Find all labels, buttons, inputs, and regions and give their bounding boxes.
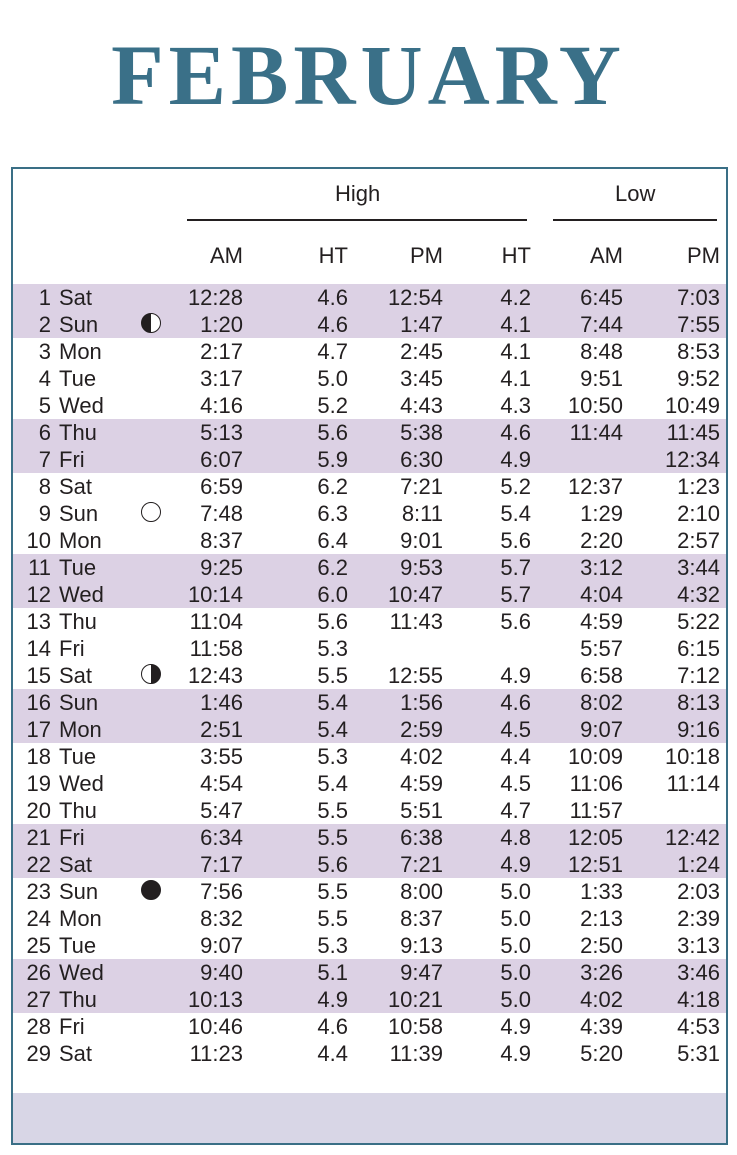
day-cell: 28 [26, 1014, 51, 1039]
weekday-cell: Wed [59, 393, 104, 418]
weekday-cell: Tue [59, 744, 97, 769]
low-am-time-cell: 9:07 [580, 717, 623, 742]
high-pm-height-cell: 5.0 [500, 906, 531, 931]
high-am-time-cell: 10:46 [187, 1014, 243, 1039]
table-row [13, 635, 726, 662]
high-pm-time-cell: 7:21 [400, 474, 443, 499]
table-row [13, 581, 726, 608]
high-pm-time-cell: 4:43 [400, 393, 443, 418]
weekday-cell: Mon [59, 339, 102, 364]
high-am-time-cell: 8:37 [200, 528, 243, 553]
day-cell: 14 [26, 636, 51, 661]
day-cell: 17 [26, 717, 51, 742]
table-row [13, 527, 726, 554]
day-cell: 19 [26, 771, 51, 796]
high-am-time-cell: 1:20 [200, 312, 243, 337]
day-cell: 1 [38, 285, 51, 310]
day-cell: 3 [38, 339, 51, 364]
low-am-time-cell: 4:04 [580, 582, 623, 607]
high-pm-height-cell: 4.6 [500, 420, 531, 445]
high-pm-time-cell: 6:38 [400, 825, 443, 850]
high-am-height-cell: 6.3 [317, 501, 348, 526]
weekday-cell: Sun [59, 312, 99, 337]
high-pm-height-cell: 4.5 [500, 771, 531, 796]
table-row [13, 365, 726, 392]
high-am-height-cell: 5.4 [317, 717, 348, 742]
day-cell: 25 [26, 933, 51, 958]
table-row [13, 311, 726, 338]
high-pm-height-cell: 5.7 [500, 582, 531, 607]
high-pm-height-cell: 4.3 [500, 393, 531, 418]
low-pm-time-cell: 9:16 [677, 717, 720, 742]
high-am-height-cell: 5.6 [317, 420, 348, 445]
weekday-cell: Fri [59, 447, 85, 472]
first-quarter-moon-icon [141, 664, 161, 684]
high-am-height-cell: 5.5 [317, 906, 348, 931]
high-pm-time-cell: 11:43 [389, 609, 443, 634]
high-am-time-cell: 5:47 [200, 798, 243, 823]
table-row [13, 797, 726, 824]
table-row [13, 824, 726, 851]
col-header-high-am: AM [210, 243, 243, 268]
table-row [13, 932, 726, 959]
table-row [13, 662, 726, 689]
high-am-height-cell: 4.6 [317, 1014, 348, 1039]
weekday-cell: Thu [59, 609, 97, 634]
low-am-time-cell: 4:39 [580, 1014, 623, 1039]
high-pm-time-cell: 9:01 [400, 528, 443, 553]
high-pm-height-cell: 4.9 [500, 852, 531, 877]
high-am-height-cell: 5.2 [317, 393, 348, 418]
low-am-time-cell: 3:26 [580, 960, 623, 985]
high-am-time-cell: 2:17 [200, 339, 243, 364]
low-pm-time-cell: 1:23 [677, 474, 720, 499]
low-am-time-cell: 10:09 [567, 744, 623, 769]
table-row [13, 986, 726, 1013]
weekday-cell: Thu [59, 987, 97, 1012]
low-pm-time-cell: 1:24 [677, 852, 720, 877]
high-pm-time-cell: 11:39 [389, 1041, 443, 1066]
low-pm-time-cell: 9:52 [677, 366, 720, 391]
table-row [13, 500, 726, 527]
low-am-time-cell: 7:44 [580, 312, 623, 337]
low-am-time-cell: 4:02 [580, 987, 623, 1012]
low-pm-time-cell: 3:44 [677, 555, 720, 580]
weekday-cell: Mon [59, 906, 102, 931]
high-am-time-cell: 11:58 [189, 636, 243, 661]
day-cell: 13 [26, 609, 51, 634]
low-pm-time-cell: 5:31 [677, 1041, 720, 1066]
high-am-height-cell: 5.5 [317, 825, 348, 850]
table-row [13, 770, 726, 797]
high-am-time-cell: 6:59 [200, 474, 243, 499]
table-row [13, 689, 726, 716]
high-am-height-cell: 5.0 [317, 366, 348, 391]
day-cell: 15 [26, 663, 51, 688]
table-row [13, 419, 726, 446]
moon-phase-cell [140, 662, 164, 689]
low-pm-time-cell: 12:34 [664, 447, 720, 472]
high-group-rule [187, 219, 527, 221]
low-am-time-cell: 10:50 [567, 393, 623, 418]
high-am-height-cell: 5.3 [317, 933, 348, 958]
moon-phase-cell [140, 311, 164, 338]
table-row [13, 1040, 726, 1067]
high-pm-height-cell: 4.8 [500, 825, 531, 850]
high-am-time-cell: 11:04 [189, 609, 243, 634]
col-header-high-pm-ht: HT [501, 243, 531, 268]
high-pm-time-cell: 8:00 [400, 879, 443, 904]
high-am-time-cell: 4:54 [200, 771, 243, 796]
low-am-time-cell: 11:06 [569, 771, 623, 796]
page-title: FEBRUARY [111, 27, 626, 123]
weekday-cell: Tue [59, 933, 97, 958]
day-cell: 20 [26, 798, 51, 823]
weekday-cell: Mon [59, 717, 102, 742]
high-am-time-cell: 3:55 [200, 744, 243, 769]
new-moon-icon [141, 880, 161, 900]
high-am-time-cell: 3:17 [200, 366, 243, 391]
weekday-cell: Fri [59, 636, 85, 661]
table-row [13, 716, 726, 743]
low-am-time-cell: 2:13 [580, 906, 623, 931]
low-am-time-cell: 11:44 [569, 420, 623, 445]
table-row [13, 959, 726, 986]
low-am-time-cell: 9:51 [580, 366, 623, 391]
low-pm-time-cell: 2:10 [677, 501, 720, 526]
high-pm-time-cell: 9:53 [400, 555, 443, 580]
low-pm-time-cell: 2:57 [677, 528, 720, 553]
table-row [13, 851, 726, 878]
high-pm-height-cell: 5.7 [500, 555, 531, 580]
weekday-cell: Tue [59, 366, 97, 391]
high-am-time-cell: 10:13 [187, 987, 243, 1012]
high-pm-height-cell: 4.9 [500, 663, 531, 688]
high-am-height-cell: 5.4 [317, 771, 348, 796]
table-row [13, 878, 726, 905]
weekday-cell: Tue [59, 555, 97, 580]
high-am-time-cell: 12:43 [187, 663, 243, 688]
weekday-cell: Thu [59, 798, 97, 823]
low-am-time-cell: 5:57 [580, 636, 623, 661]
high-pm-time-cell: 8:11 [401, 501, 443, 526]
last-quarter-moon-icon [141, 313, 161, 333]
table-row [13, 554, 726, 581]
low-am-time-cell: 12:51 [567, 852, 623, 877]
high-am-time-cell: 7:17 [200, 852, 243, 877]
high-pm-time-cell: 5:51 [400, 798, 443, 823]
low-group-label: Low [615, 181, 656, 206]
low-am-time-cell: 2:50 [580, 933, 623, 958]
low-pm-time-cell: 4:32 [677, 582, 720, 607]
high-am-height-cell: 6.0 [317, 582, 348, 607]
moon-phase-cell [140, 878, 164, 905]
high-am-height-cell: 6.2 [317, 474, 348, 499]
low-pm-time-cell: 7:03 [677, 285, 720, 310]
low-pm-time-cell: 8:13 [677, 690, 720, 715]
col-header-low-pm: PM [687, 243, 720, 268]
weekday-cell: Sat [59, 474, 93, 499]
high-am-height-cell: 5.3 [317, 636, 348, 661]
low-am-time-cell: 6:45 [580, 285, 623, 310]
low-pm-time-cell: 10:49 [664, 393, 720, 418]
high-am-height-cell: 5.5 [317, 879, 348, 904]
high-am-time-cell: 7:48 [200, 501, 243, 526]
high-am-time-cell: 10:14 [187, 582, 243, 607]
high-pm-height-cell: 4.1 [500, 339, 531, 364]
weekday-cell: Sun [59, 690, 99, 715]
high-am-time-cell: 5:13 [200, 420, 243, 445]
low-pm-time-cell: 7:12 [677, 663, 720, 688]
low-am-time-cell: 12:05 [567, 825, 623, 850]
low-pm-time-cell: 11:45 [666, 420, 720, 445]
high-pm-time-cell: 4:02 [400, 744, 443, 769]
high-pm-time-cell: 12:54 [387, 285, 443, 310]
high-am-time-cell: 2:51 [200, 717, 243, 742]
high-pm-time-cell: 10:58 [387, 1014, 443, 1039]
day-cell: 26 [26, 960, 51, 985]
high-pm-height-cell: 4.9 [500, 1014, 531, 1039]
high-group-label: High [335, 181, 381, 206]
high-pm-height-cell: 4.4 [500, 744, 531, 769]
table-row [13, 284, 726, 311]
high-am-height-cell: 4.9 [317, 987, 348, 1012]
high-pm-time-cell: 8:37 [400, 906, 443, 931]
weekday-cell: Sat [59, 1041, 93, 1066]
high-pm-time-cell: 3:45 [400, 366, 443, 391]
weekday-cell: Thu [59, 420, 97, 445]
high-pm-height-cell: 5.0 [500, 933, 531, 958]
high-pm-time-cell: 9:13 [400, 933, 443, 958]
high-pm-height-cell: 4.9 [500, 447, 531, 472]
low-am-time-cell: 11:57 [569, 798, 623, 823]
high-am-time-cell: 6:07 [200, 447, 243, 472]
low-pm-time-cell: 5:22 [677, 609, 720, 634]
high-pm-height-cell: 5.2 [500, 474, 531, 499]
high-am-time-cell: 9:07 [200, 933, 243, 958]
day-cell: 12 [26, 582, 51, 607]
high-am-time-cell: 9:40 [200, 960, 243, 985]
high-pm-height-cell: 5.0 [500, 960, 531, 985]
low-am-time-cell: 2:20 [580, 528, 623, 553]
high-am-time-cell: 11:23 [189, 1041, 243, 1066]
low-pm-time-cell: 10:18 [664, 744, 720, 769]
high-pm-height-cell: 4.6 [500, 690, 531, 715]
weekday-cell: Fri [59, 825, 85, 850]
low-am-time-cell: 12:37 [567, 474, 623, 499]
low-pm-time-cell: 7:55 [677, 312, 720, 337]
col-header-high-pm: PM [410, 243, 443, 268]
col-header-low-am: AM [590, 243, 623, 268]
table-row [13, 338, 726, 365]
day-cell: 7 [38, 447, 51, 472]
high-pm-time-cell: 10:21 [387, 987, 443, 1012]
high-pm-time-cell: 1:56 [400, 690, 443, 715]
low-pm-time-cell: 4:18 [677, 987, 720, 1012]
high-am-time-cell: 7:56 [200, 879, 243, 904]
table-row [13, 392, 726, 419]
low-pm-time-cell: 3:46 [677, 960, 720, 985]
high-pm-time-cell: 6:30 [400, 447, 443, 472]
high-pm-time-cell: 4:59 [400, 771, 443, 796]
high-pm-height-cell: 4.5 [500, 717, 531, 742]
high-am-height-cell: 4.4 [317, 1041, 348, 1066]
low-am-time-cell: 3:12 [580, 555, 623, 580]
footer-band [13, 1093, 726, 1143]
table-row [13, 905, 726, 932]
full-moon-icon [141, 502, 161, 522]
high-am-height-cell: 5.6 [317, 609, 348, 634]
day-cell: 27 [26, 987, 51, 1012]
high-pm-height-cell: 5.6 [500, 528, 531, 553]
day-cell: 16 [26, 690, 51, 715]
day-cell: 2 [38, 312, 51, 337]
low-am-time-cell: 1:29 [580, 501, 623, 526]
weekday-cell: Wed [59, 771, 104, 796]
weekday-cell: Sat [59, 852, 93, 877]
weekday-cell: Sun [59, 879, 99, 904]
low-pm-time-cell: 11:14 [666, 771, 720, 796]
high-pm-time-cell: 9:47 [400, 960, 443, 985]
day-cell: 29 [26, 1041, 51, 1066]
weekday-cell: Sat [59, 285, 93, 310]
high-am-time-cell: 8:32 [200, 906, 243, 931]
day-cell: 4 [38, 366, 51, 391]
high-pm-time-cell: 7:21 [400, 852, 443, 877]
day-cell: 10 [26, 528, 51, 553]
moon-phase-cell [140, 500, 164, 527]
low-pm-time-cell: 3:13 [677, 933, 720, 958]
high-am-height-cell: 4.7 [317, 339, 348, 364]
table-row [13, 473, 726, 500]
high-am-height-cell: 4.6 [317, 312, 348, 337]
high-am-time-cell: 1:46 [200, 690, 243, 715]
low-pm-time-cell: 4:53 [677, 1014, 720, 1039]
high-pm-time-cell: 12:55 [387, 663, 443, 688]
high-am-height-cell: 5.3 [317, 744, 348, 769]
high-pm-height-cell: 5.4 [500, 501, 531, 526]
high-am-height-cell: 6.4 [317, 528, 348, 553]
low-group-rule [553, 219, 717, 221]
day-cell: 22 [26, 852, 51, 877]
high-am-height-cell: 5.5 [317, 663, 348, 688]
high-am-height-cell: 5.4 [317, 690, 348, 715]
low-am-time-cell: 4:59 [580, 609, 623, 634]
high-am-time-cell: 9:25 [200, 555, 243, 580]
col-header-high-am-ht: HT [318, 243, 348, 268]
high-am-height-cell: 6.2 [317, 555, 348, 580]
high-pm-time-cell: 5:38 [400, 420, 443, 445]
high-pm-time-cell: 10:47 [387, 582, 443, 607]
high-pm-height-cell: 4.2 [500, 285, 531, 310]
low-am-time-cell: 8:48 [580, 339, 623, 364]
day-cell: 24 [26, 906, 51, 931]
table-row [13, 743, 726, 770]
high-pm-time-cell: 2:59 [400, 717, 443, 742]
day-cell: 21 [26, 825, 51, 850]
day-cell: 8 [38, 474, 51, 499]
low-am-time-cell: 5:20 [580, 1041, 623, 1066]
low-pm-time-cell: 6:15 [677, 636, 720, 661]
low-am-time-cell: 1:33 [580, 879, 623, 904]
high-pm-height-cell: 4.1 [500, 366, 531, 391]
day-cell: 9 [38, 501, 51, 526]
weekday-cell: Fri [59, 1014, 85, 1039]
table-row [13, 446, 726, 473]
high-am-height-cell: 4.6 [317, 285, 348, 310]
weekday-cell: Wed [59, 960, 104, 985]
high-pm-height-cell: 4.9 [500, 1041, 531, 1066]
day-cell: 5 [38, 393, 51, 418]
high-am-time-cell: 4:16 [200, 393, 243, 418]
weekday-cell: Sat [59, 663, 93, 688]
low-pm-time-cell: 2:39 [677, 906, 720, 931]
high-am-height-cell: 5.6 [317, 852, 348, 877]
weekday-cell: Wed [59, 582, 104, 607]
high-pm-height-cell: 4.1 [500, 312, 531, 337]
high-pm-time-cell: 2:45 [400, 339, 443, 364]
table-row [13, 1013, 726, 1040]
high-am-height-cell: 5.5 [317, 798, 348, 823]
high-am-height-cell: 5.9 [317, 447, 348, 472]
high-am-height-cell: 5.1 [317, 960, 348, 985]
tide-table [11, 167, 728, 1145]
day-cell: 6 [38, 420, 51, 445]
tide-rows [13, 284, 726, 1067]
high-am-time-cell: 6:34 [200, 825, 243, 850]
high-pm-time-cell: 1:47 [400, 312, 443, 337]
day-cell: 23 [26, 879, 51, 904]
low-pm-time-cell: 8:53 [677, 339, 720, 364]
high-pm-height-cell: 5.0 [500, 987, 531, 1012]
weekday-cell: Mon [59, 528, 102, 553]
high-pm-height-cell: 4.7 [500, 798, 531, 823]
low-am-time-cell: 6:58 [580, 663, 623, 688]
low-pm-time-cell: 12:42 [664, 825, 720, 850]
low-pm-time-cell: 2:03 [677, 879, 720, 904]
high-pm-height-cell: 5.6 [500, 609, 531, 634]
high-pm-height-cell: 5.0 [500, 879, 531, 904]
weekday-cell: Sun [59, 501, 99, 526]
low-am-time-cell: 8:02 [580, 690, 623, 715]
day-cell: 18 [26, 744, 51, 769]
table-row [13, 608, 726, 635]
day-cell: 11 [28, 555, 51, 580]
high-am-time-cell: 12:28 [187, 285, 243, 310]
